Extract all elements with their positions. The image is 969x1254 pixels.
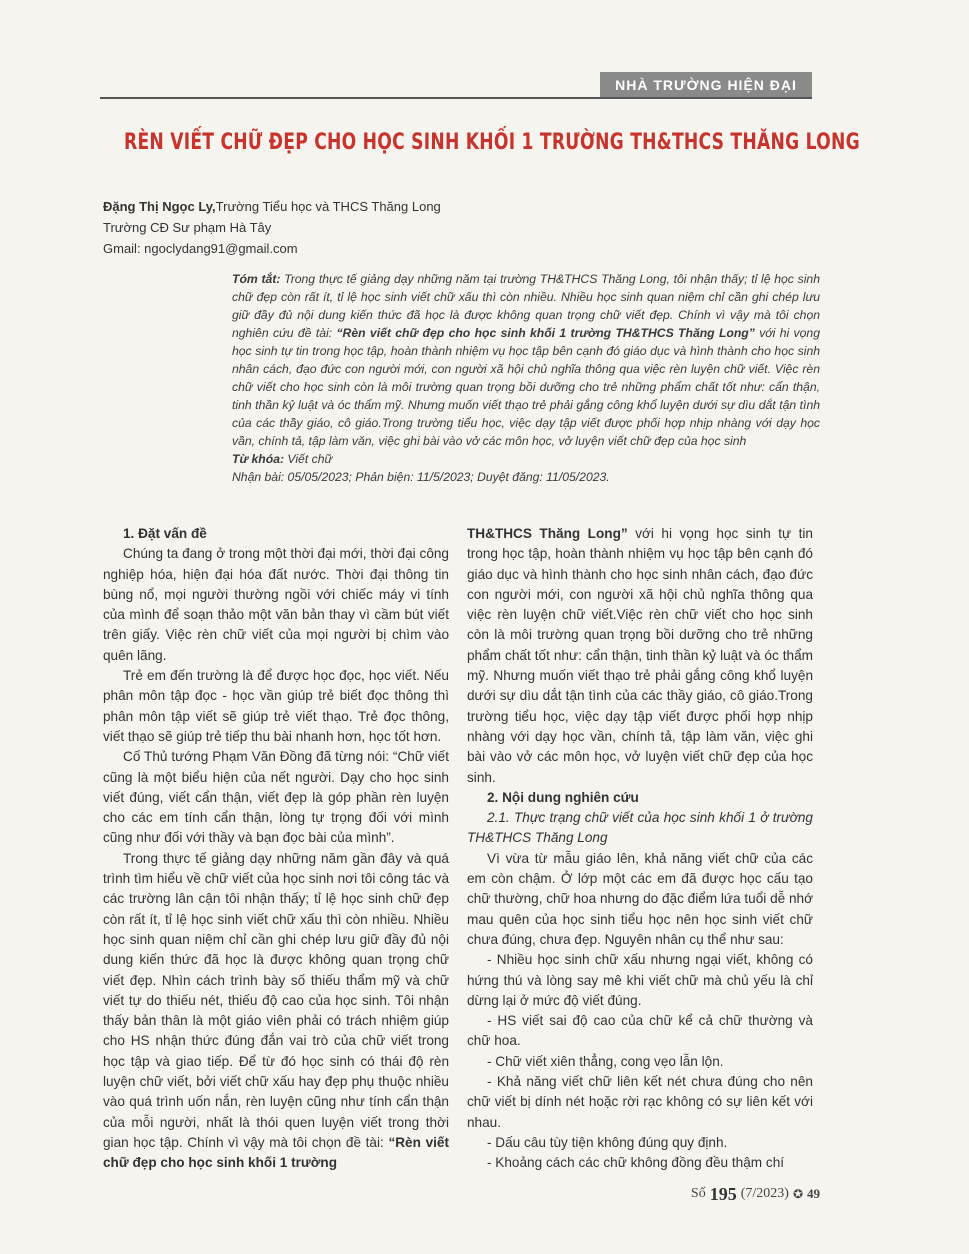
author-email: Gmail: ngoclydang91@gmail.com <box>103 241 298 256</box>
list-item: - Nhiều học sinh chữ xấu nhưng ngại viết, không có hứng thú và lòng say mê khi viết chữ mà chủ yếu là chỉ dừng lại ở mức độ viết đúng. <box>467 952 813 1008</box>
right-column <box>467 524 813 1174</box>
abstract-title-quote: “Rèn viết chữ đẹp cho học sinh khối 1 trường TH&THCS Thăng Long” <box>336 326 755 340</box>
paragraph <box>467 524 813 788</box>
author-affiliation-1: Trường Tiểu học và THCS Thăng Long <box>215 199 441 214</box>
author-affiliation-2: Trường CĐ Sư phạm Hà Tây <box>103 220 272 235</box>
paragraph <box>103 849 449 1174</box>
paragraph: Cố Thủ tướng Phạm Văn Đồng đã từng nói: “Chữ viết cũng là một biểu hiện của nết người. Dạy cho học sinh viết đúng, viết cẩn thận, viết đẹp là góp phần rèn luyện cho các em tính cẩn thận, lòng tự trọng đối với mình cũng như đối với thầy và bạn đọc bài của mình”. <box>103 749 449 846</box>
page-footer <box>590 1180 820 1208</box>
list-item: - Khả năng viết chữ liên kết nét chưa đúng cho nên chữ viết bị dính nét hoặc rời rạc không có sự liên kết với nhau. <box>467 1074 813 1130</box>
author-block <box>103 196 441 259</box>
paragraph-text: với hi vọng học sinh tự tin trong học tập, hoàn thành nhiệm vụ học tập bên cạnh đó giáo dục và hình thành cho học sinh nhân cách, đạo đức con người mới, con người xã hội chủ nghĩa thông qua việc rèn luyện chữ viết.Việc rèn chữ viết cho học sinh còn là môi trường quan trọng bồi dưỡng cho trẻ những phẩm chất tốt như: cẩn thận, tinh thần kỷ luật và óc thẩm mỹ. Nhưng muốn viết thạo trẻ phải gắng công khổ luyện dưới sự dìu dắt tận tình của các thầy giáo, cô giáo.Trong trường tiểu học, việc dạy tập viết được phối hợp nhịp nhàng với dạy học vần, chính tả, tập làm văn, việc ghi bài vào vở các môn học, vở luyện viết chữ đẹp của học sinh. <box>467 526 813 785</box>
paragraph-bold: TH&THCS Thăng Long” <box>467 526 628 541</box>
keywords <box>232 450 820 468</box>
abstract-label: Tóm tắt: <box>232 272 281 286</box>
abstract-text <box>232 270 820 450</box>
abstract-text-1: Trong thực tế giảng dạy những năm tại trường TH&THCS Thăng Long, tôi nhận thấy; tỉ lệ học sinh chữ đẹp còn rất ít, tỉ lệ học sinh viết chữ xấu thì còn nhiều. Nhiều học sinh quan niệm chỉ cần ghi chép lưu giữ đầy đủ nội dung kiến thức đã học là được không quan trọng chữ viết đẹp. Chính vì vậy mà tôi chọn nghiên cứu đề tài: <box>232 272 820 340</box>
paragraph: Vì vừa từ mẫu giáo lên, khả năng viết chữ của các em còn chậm. Ở lớp một các em đã được học cấu tạo chữ thường, chữ hoa nhưng do đặc điểm lứa tuổi dễ nhớ mau quên của học sinh tiểu học nên học sinh viết chữ chưa đúng, chưa đẹp. Nguyên nhân cụ thể như sau: <box>467 850 813 947</box>
issue-number: 195 <box>709 1183 737 1204</box>
section-tag: NHÀ TRƯỜNG HIỆN ĐẠI <box>600 72 812 98</box>
paragraph-text: Trong thực tế giảng dạy những năm gần đây và quá trình tìm hiểu về chữ viết của học sinh nơi tôi công tác và các trường lân cận tôi nhận thấy; tỉ lệ học sinh chữ đẹp còn rất ít, tỉ lệ học sinh viết chữ xấu thì còn nhiều. Nhiều học sinh quan niệm chỉ cần ghi chép lưu giữ đầy đủ nội dung kiến thức đã học là được không quan trọng chữ viết đẹp. Nhìn cách trình bày số thiếu thẩm mỹ và chữ viết tự do thiếu nét, thiếu độ cao của học sinh. Tôi nhận thấy bản thân là một giáo viên phải có trách nhiệm giúp cho HS nhận thức đúng đắn vai trò của chữ viết trong học tập và giao tiếp. Để từ đó học sinh có thái độ rèn luyện chữ viết, bởi viết chữ xấu hay đẹp phụ thuộc nhiều vào quá trình uốn nắn, rèn luyện cũng như tính cẩn thận của mỗi người, nhất là thói quen luyện viết trong thời gian học tập. Chính vì vậy mà tôi chọn đề tài: <box>103 850 449 1150</box>
list-item: - Chữ viết xiên thẳng, cong vẹo lẫn lộn. <box>487 1053 724 1069</box>
list-item: - Khoảng cách các chữ không đồng đều thậm chí <box>487 1155 785 1171</box>
issue-date: (7/2023) <box>740 1186 789 1201</box>
paragraph: Trẻ em đến trường là để được học đọc, học viết. Nếu phân môn tập đọc - học vần giúp trẻ biết đọc thông thì phân môn tập viết sẽ giúp trẻ viết thạo. Trẻ đọc thông, viết thạo sẽ giúp trẻ tiếp thu bài nhanh hơn, học tốt hơn. <box>103 668 449 744</box>
paragraph-bold: “Rèn viết chữ đẹp cho học sinh khối 1 trường <box>103 1134 449 1171</box>
bullet-icon: ✪ <box>792 1186 803 1201</box>
keywords-value: Viết chữ <box>284 452 333 466</box>
header-rule <box>100 97 812 99</box>
heading-1: 1. Đặt vấn đề <box>123 526 207 541</box>
list-item: - Dấu câu tùy tiện không đúng quy định. <box>487 1134 728 1150</box>
page-number: 49 <box>807 1186 820 1201</box>
subheading-2-1: 2.1. Thực trạng chữ viết của học sinh khối 1 ở trường TH&THCS Thăng Long <box>467 810 813 846</box>
list-item: - HS viết sai độ cao của chữ kể cả chữ thường và chữ hoa. <box>467 1013 813 1049</box>
issue-label: Số <box>690 1186 706 1201</box>
author-line <box>103 196 441 217</box>
article-dates: Nhận bài: 05/05/2023; Phản biện: 11/5/2023; Duyệt đăng: 11/05/2023. <box>232 470 610 484</box>
paragraph: Chúng ta đang ở trong một thời đại mới, thời đại công nghiệp hóa, hiện đại hóa đất nước. Thời đại thông tin bùng nổ, mọi người thường ngồi với chiếc máy vi tính của mình để soạn thảo một văn bản thay vì cầm bút viết trên giấy. Việc rèn chữ viết của mọi người bị chìm vào quên lãng. <box>103 546 449 663</box>
left-column <box>103 524 449 1174</box>
article-title: RÈN VIẾT CHỮ ĐẸP CHO HỌC SINH KHỐI 1 TRƯỜNG TH&THCS THĂNG LONG <box>124 130 860 155</box>
abstract-text-2: với hi vọng học sinh tự tin trong học tập, hoàn thành nhiệm vụ học tập bên cạnh đó giáo dục và hình thành cho học sinh nhân cách, đạo đức con người mới, con người xã hội chủ nghĩa thông qua việc rèn luyện chữ viết. Việc rèn chữ viết cho học sinh còn là môi trường quan trọng bồi dưỡng cho trẻ những phẩm chất tốt như: cẩn thận, tinh thần kỷ luật và óc thẩm mỹ. Nhưng muốn viết thạo trẻ phải gắng công khổ luyện dưới sự dìu dắt tận tình của các thầy giáo, cô giáo.Trong trường tiểu học, việc dạy tập viết được phối hợp nhịp nhàng với dạy học vần, chính tả, tập làm văn, việc ghi bài vào vở các môn học, vở luyện viết chữ đẹp của học sinh <box>232 326 820 448</box>
author-name: Đặng Thị Ngọc Ly, <box>103 199 216 214</box>
keywords-label: Từ khóa: <box>232 452 285 466</box>
abstract <box>232 270 820 486</box>
heading-2: 2. Nội dung nghiên cứu <box>487 789 639 805</box>
